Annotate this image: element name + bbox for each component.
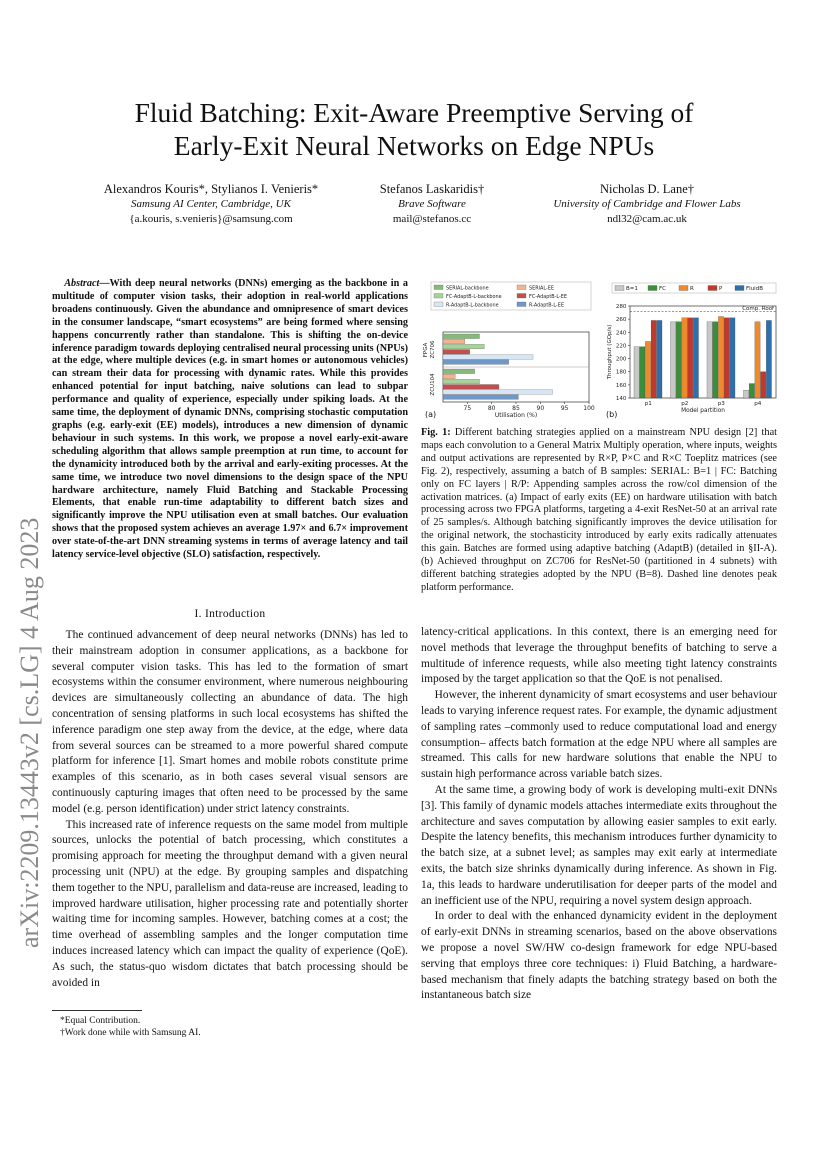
bar (657, 320, 662, 398)
legend-swatch (434, 302, 443, 307)
left-column-body (52, 628, 408, 991)
bar (443, 334, 480, 339)
footnote: *Equal Contribution. (60, 1016, 141, 1026)
y-tick-label: 280 (615, 304, 627, 310)
legend-swatch (434, 294, 443, 299)
author-name: Nicholas D. Lane† (599, 182, 695, 196)
paragraph: This increased rate of inference requests on the same model from multiple sources, unlocks the potential of batch processing, which constitutes a promising approach for meeting the throughput demand with a given neural processing unit (NPU) at the edge. By grouping samples and dispatching them together to the NPU, parallelism and data-reuse are increased, leading to improved hardware utilisation, higher processing rate and potentially shorter waiting time for incoming samples. However, batching comes at a cost; the time overhead of assembling samples and the longer computation time induces increased latency which can impact the quality of experience (QoE). As such, the status-quo wisdom dictates that batch processing should be avoided in (52, 818, 408, 989)
paragraph: The continued advancement of deep neural networks (DNNs) has led to their mainstream adoption in consumer applications, as a backbone for several computer vision tasks. This has led to the formation of smart ecosystems within the consumer environment, where numerous neighbouring devices are simultaneously collecting an abundance of data. The high concentration of sensing platforms in such local ecosystems has shifted the inference paradigm one step away from the device, at the edge, where data from several sources can be streamed to a more powerful shared compute platform for inference [1]. Smart homes and mobile robots constitute prime examples of this scenario, as in both cases several visual sensors are continuously capturing images that often need to be processed by the same model (e.g. person identification) under strict latency constraints. (52, 629, 408, 815)
comp-roof-label: Comp. Roof (742, 305, 774, 312)
bar (688, 318, 693, 398)
bar (443, 360, 509, 365)
arxiv-id-text: arXiv:2209.13443v2 [cs.LG] 4 Aug 2023 (15, 517, 44, 948)
x-axis-label: Utilisation (%) (494, 412, 538, 419)
title-line-2: Early-Exit Neural Networks on Edge NPUs (173, 130, 655, 161)
legend-label: FC-AdaptB-L-backbone (446, 293, 502, 300)
y-tick-label: 180 (615, 369, 627, 376)
caption-label: Fig. 1: (421, 427, 451, 438)
title-line-1: Fluid Batching: Exit-Aware Preemptive Serving of (134, 97, 694, 128)
x-tick-label: 90 (536, 405, 545, 412)
bar (707, 322, 712, 398)
bar (443, 379, 480, 384)
paragraph: However, the inherent dynamicity of smart ecosystems and user behaviour leads to varying inference request rates. For example, the dynamic adjustment of sampling rates –commonly used to reduce computational load and energy consumption– affects batch formation at the edge NPU where all samples are streamed. This calls for new hardware solutions that enable the NPU to sustain high performance across variable batch sizes. (421, 689, 777, 781)
utilisation-chart (421, 280, 601, 422)
author-affiliation: Samsung AI Center, Cambridge, UK (131, 198, 291, 210)
paper-title (60, 96, 768, 162)
x-tick-label: p1 (644, 401, 652, 407)
bar (443, 355, 533, 360)
bar (718, 317, 723, 398)
bar (749, 384, 754, 398)
bar (443, 374, 455, 379)
author-name: Stefanos Laskaridis† (379, 182, 485, 196)
arxiv-id-stamp (8, 360, 48, 950)
caption-text: Different batching strategies applied on a mainstream NPU design [2] that maps each convolution to a General Matrix Multiply operation, where inputs, weights and output activations are represented by R×P, P×C and R×C Toeplitz matrices (see Fig. 2), respectively, assuming a batch of B samples: SERIAL: B=1 | FC: Batching only on FC layers | R/P: Appending samples across the row/col dimension of the activation matrices. (a) Impact of early exits (EE) on hardware utilisation with batch processing across two FPGA platforms, targeting a 4-exit ResNet-50 at an arrival rate of 25 samples/s. Although batching significantly improves the device utilisation for the original network, the stochasticity introduced by early exits radically attenuates this gain. Batches are formed using adaptive batching (AdaptB) (detailed in §II-A). (b) Achieved throughput on ZC706 for ResNet-50 (partitioned in 4 subnets) with different batching strategies adopted by the NPU (B=8). Dashed line denotes peak platform performance. (421, 427, 778, 593)
legend-label: FC (659, 286, 667, 293)
author-name: Alexandros Kouris*, Stylianos I. Venieris* (103, 182, 319, 196)
x-tick-label: p2 (681, 401, 689, 407)
bar (766, 320, 771, 398)
y-tick-label: 220 (615, 343, 627, 350)
x-tick-label: 100 (583, 405, 595, 412)
x-tick-label: 95 (560, 405, 569, 412)
legend-swatch (708, 286, 717, 291)
y-axis-label: FPGA (423, 342, 429, 358)
group-label: ZCU104 (430, 373, 436, 396)
abstract-text: —With deep neural networks (DNNs) emerging as the backbone in a multitude of computer vision tasks, their adoption in real-world applications broadens continuously. Given the abundance and omnipresence of smart devices in the consumer landscape, “smart ecosystems” are being formed where sensing happens concurrently rather than standalone. This is shifting the on-device inference paradigm towards deploying centralised neural processing units (NPUs) at the edge, where multiple devices (e.g. in smart homes or autonomous vehicles) can stream their data for processing with dynamic rates. While this provides enhanced potential for input batching, naive solutions can lead to subpar performance and quality of experience, especially under spiking loads. At the same time, the deployment of dynamic DNNs, comprising stochastic computation graphs (e.g. early-exit (EE) models), introduces a new dimension of dynamic behaviour in such systems. In this work, we propose a novel early-exit-aware scheduling algorithm that allows sample preemption at run time, to account for the dynamicity introduced both by the arrival and early-exiting processes. At the same time, we introduce two novel dimensions to the design space of the NPU hardware architecture, namely Fluid Batching and Stackable Processing Elements, that enable run-time adaptability to different batch sizes and significantly improve the NPU utilisation even at small batches. Our evaluation shows that the proposed system achieves an average 1.97× and 6.7× improvement over state-of-the-art DNN streaming systems in terms of average latency and tail latency service-level objective (SLO) satisfaction, respectively. (52, 278, 408, 561)
bar (730, 318, 735, 398)
author-block-1 (68, 182, 354, 227)
x-tick-label: p4 (754, 401, 762, 407)
bar (682, 318, 687, 398)
legend-label: R-AdaptB-L-backbone (446, 302, 499, 309)
x-tick-label: 75 (463, 405, 472, 412)
bar (443, 395, 518, 400)
bar (443, 385, 499, 390)
bar (443, 390, 553, 395)
footnote-rule (52, 1010, 142, 1011)
legend-label: FluidB (746, 286, 763, 293)
author-affiliation: University of Cambridge and Flower Labs (553, 198, 741, 210)
x-tick-label: 85 (512, 405, 520, 412)
throughput-chart (604, 280, 780, 422)
bar (744, 390, 749, 398)
bar (634, 347, 639, 398)
bar (755, 322, 760, 398)
bar (761, 372, 766, 398)
bar (671, 322, 676, 398)
bar (713, 322, 718, 398)
footnotes (52, 1010, 408, 1039)
abstract (52, 278, 408, 562)
bar (443, 350, 470, 355)
bar (443, 339, 465, 344)
author-email: ndl32@cam.ac.uk (607, 213, 687, 225)
y-tick-label: 140 (615, 396, 627, 402)
author-block-2 (354, 182, 510, 227)
y-axis-label: Throughput (GOp/s) (607, 324, 613, 380)
footnote: †Work done while with Samsung AI. (60, 1028, 201, 1038)
bar (676, 322, 681, 398)
legend-swatch (517, 285, 526, 290)
legend-swatch (648, 286, 657, 291)
legend-swatch (735, 286, 744, 291)
legend-swatch (615, 286, 624, 291)
paragraph: At the same time, a growing body of work is developing multi-exit DNNs [3]. This family of dynamic models attaches intermediate exits throughout the architecture and saves computation by allowing easier samples to exit early. Despite the latency benefits, this mechanism introduces further dynamicity to the batch size, at a subnet level; as samples may exit early at intermediate exits, the batch size shrinks dynamically during inference. As shown in Fig. 1a, this leads to hardware underutilisation for deeper parts of the model and an inefficient use of the NPU, requiring a novel system design approach. (421, 783, 777, 907)
author-block-3 (514, 182, 780, 227)
legend-swatch (517, 302, 526, 307)
bar (443, 369, 475, 374)
legend-label: FC-AdaptB-L-EE (529, 293, 567, 300)
panel-label: (b) (606, 410, 618, 419)
legend-label: R-AdaptB-L-EE (529, 302, 564, 309)
y-tick-label: 240 (615, 330, 627, 337)
bar (443, 344, 484, 349)
bar (645, 341, 650, 398)
paragraph: latency-critical applications. In this context, there is an emerging need for novel methods that leverage the throughput benefits of batching to serve a multitude of inference requests, while also meeting tight latency constraints imposed by the target application so that the QoE is not penalised. (421, 626, 777, 686)
x-axis-label: Model partition (681, 408, 725, 414)
y-tick-label: 260 (615, 317, 627, 324)
abstract-heading: Abstract (64, 278, 100, 289)
bar (693, 318, 698, 398)
figure-caption (421, 427, 777, 595)
section-heading: I. Introduction (194, 608, 266, 620)
bar (640, 347, 645, 398)
y-tick-label: 200 (615, 356, 627, 363)
legend-label: P (719, 286, 723, 293)
legend-label: SERIAL-backbone (446, 285, 489, 292)
right-column-body (421, 625, 777, 1004)
x-tick-label: p3 (717, 401, 725, 407)
panel-label: (a) (425, 410, 437, 419)
legend-swatch (434, 285, 443, 290)
bar (724, 318, 729, 398)
legend-swatch (517, 294, 526, 299)
author-affiliation: Brave Software (398, 198, 466, 210)
author-email: {a.kouris, s.venieris}@samsung.com (129, 213, 293, 225)
legend-label: R (690, 286, 694, 293)
x-tick-label: 80 (487, 405, 496, 412)
bar (651, 320, 656, 398)
y-tick-label: 160 (615, 382, 627, 389)
paragraph: In order to deal with the enhanced dynamicity evident in the deployment of early-exit DNNs in streaming scenarios, based on the above observations we propose a novel SW/HW co-design framework for edge NPU-based serving that employs three core techniques: i) Fluid Batching, a hardware-based mechanism that finely adapts the batching strategy based on both the instantaneous batch size (421, 910, 777, 1002)
author-email: mail@stefanos.cc (392, 213, 472, 225)
legend-swatch (679, 286, 688, 291)
legend-label: B=1 (626, 286, 638, 293)
legend-b (612, 283, 776, 293)
legend-a (431, 282, 591, 310)
group-label: ZC706 (430, 340, 436, 359)
legend-label: SERIAL-EE (529, 285, 554, 292)
